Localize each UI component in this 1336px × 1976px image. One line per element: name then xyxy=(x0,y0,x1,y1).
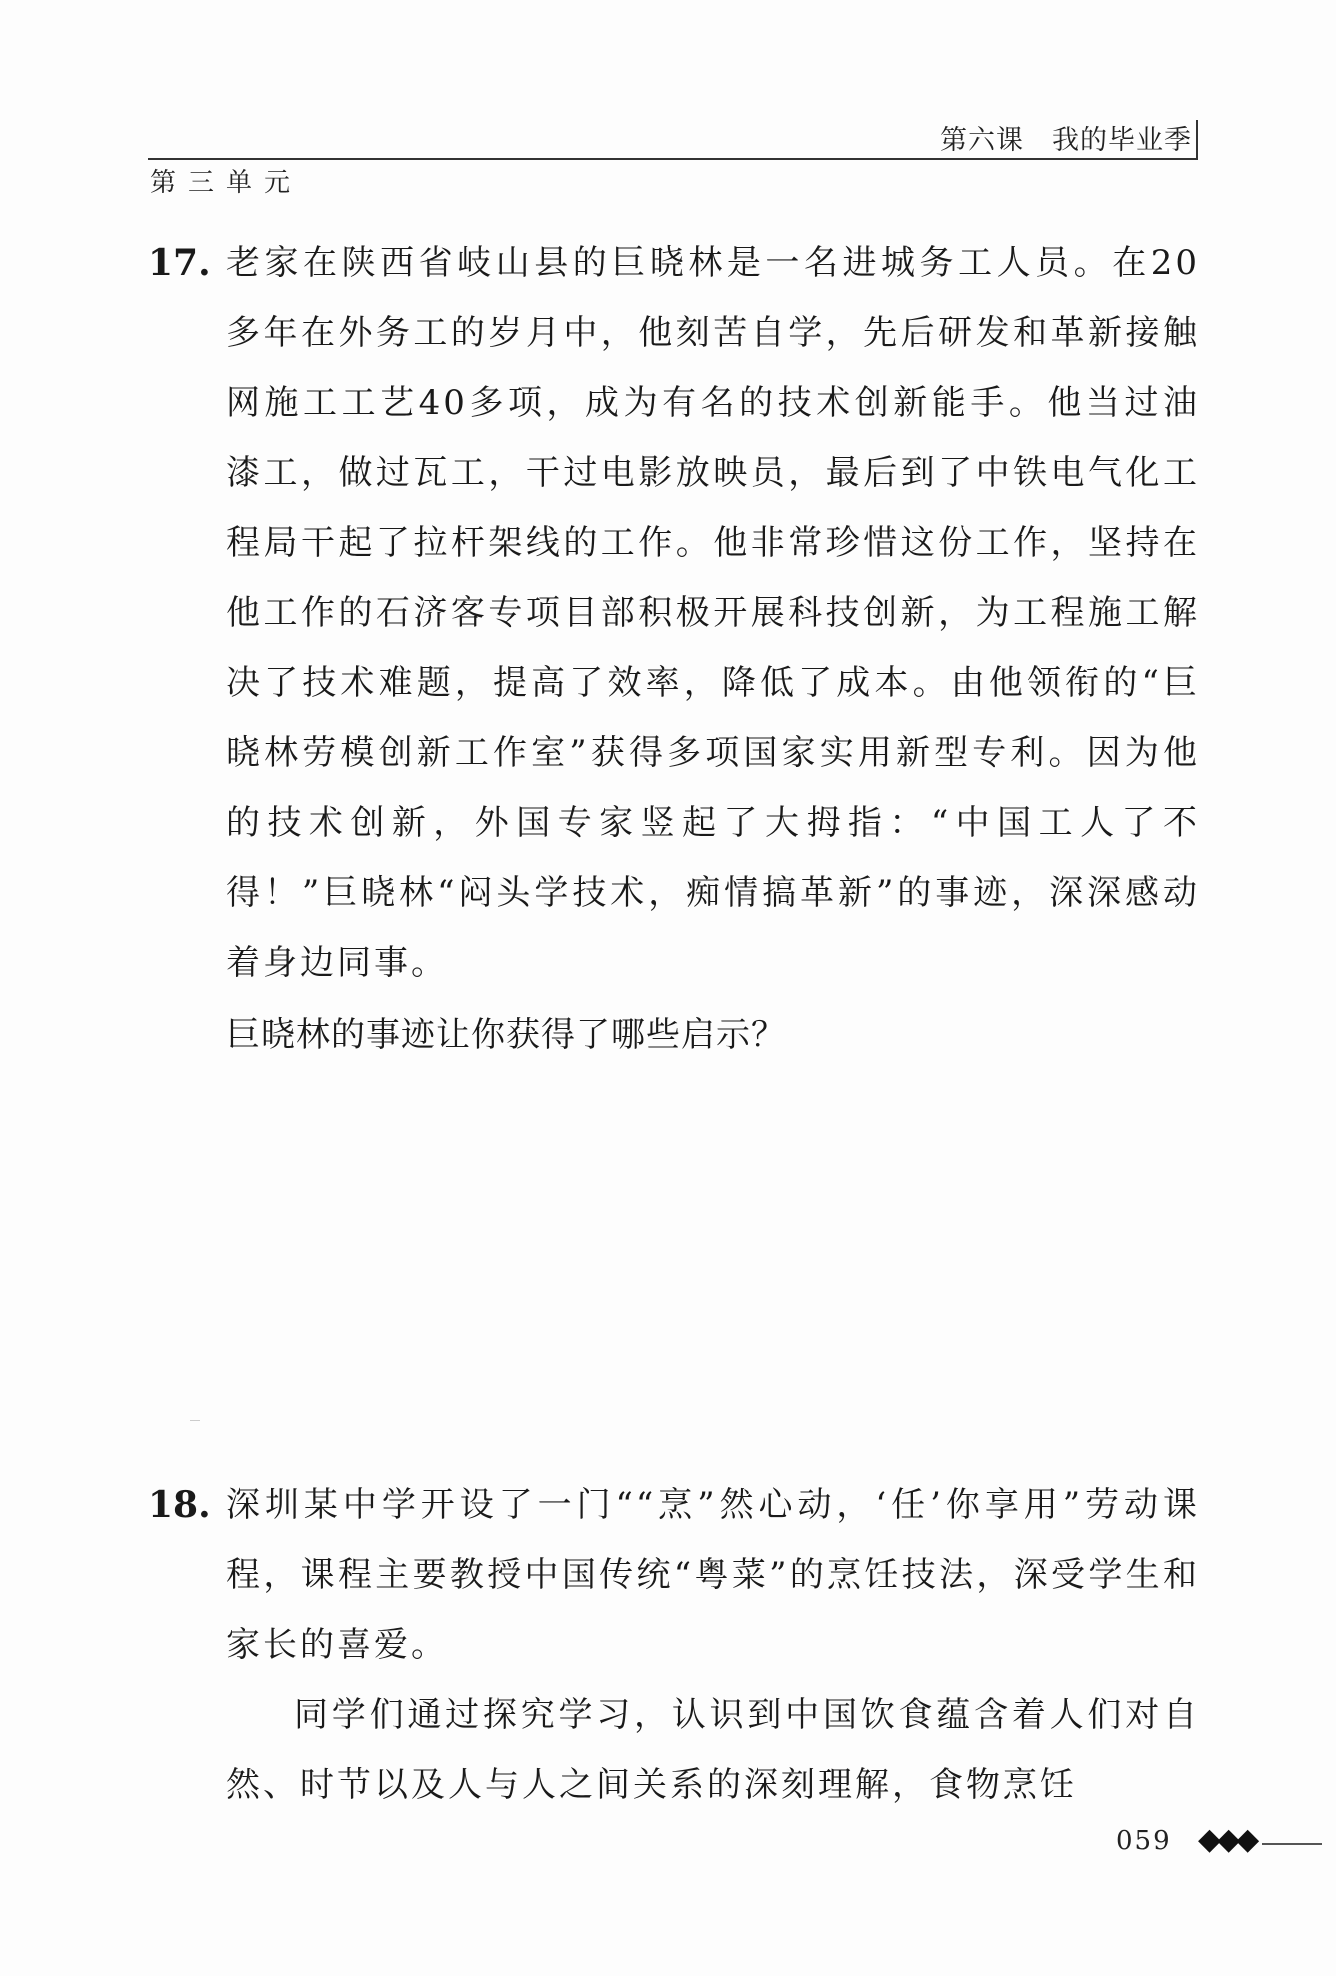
footer-rule xyxy=(1262,1843,1322,1845)
diamond-ornament-icon: ◆◆◆ xyxy=(1198,1822,1256,1857)
question-number: 17. xyxy=(148,242,211,284)
question-paragraph: 老家在陕西省岐山县的巨晓林是一名进城务工人员。在20多年在外务工的岁月中，他刻苦自学，先后研发和革新接触网施工工艺40多项，成为有名的技术创新能手。他当过油漆工，做过瓦工，干过电影放映员，最后到了中铁电气化工程局干起了拉杆架线的工作。他非常珍惜这份工作，坚持在他工作的石济客专项目部积极开展科技创新，为工程施工解决了技术难题，提高了效率，降低了成本。由他领衔的“巨晓林劳模创新工作室”获得多项国家实用新型专利。因为他的技术创新，外国专家竖起了大拇指：“中国工人了不得！”巨晓林“闷头学技术，痴情搞革新”的事迹，深深感动着身边同事。 xyxy=(226,243,1200,983)
question-18 xyxy=(148,1470,1200,1820)
header-rule xyxy=(148,158,1196,160)
lesson-title: 第六课 我的毕业季 xyxy=(940,125,1192,156)
header-rule-end xyxy=(1196,120,1198,160)
question-paragraph: 同学们通过探究学习，认识到中国饮食蕴含着人们对自然、时节以及人与人之间关系的深刻理解，食物烹饪 xyxy=(226,1695,1200,1805)
question-text xyxy=(226,228,1200,998)
question-number: 18. xyxy=(148,1484,211,1526)
unit-title: 第三单元 xyxy=(150,168,303,198)
question-17 xyxy=(148,228,1200,1070)
question-text xyxy=(226,1470,1200,1820)
question-paragraph: 深圳某中学开设了一门““烹”然心动，‘任’你享用”劳动课程，课程主要教授中国传统“粤菜”的烹饪技法，深受学生和家长的喜爱。 xyxy=(226,1485,1200,1665)
page-number: 059 xyxy=(1116,1826,1172,1856)
print-mark xyxy=(190,1420,200,1421)
question-prompt: 巨晓林的事迹让你获得了哪些启示？ xyxy=(226,1015,786,1055)
